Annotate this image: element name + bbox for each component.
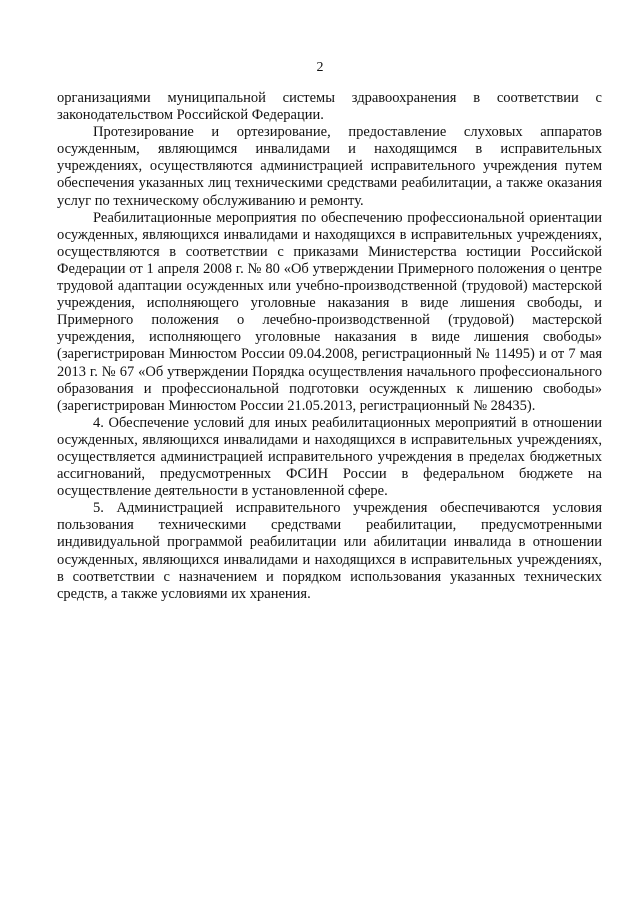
- paragraph-rehabilitation-orientation: Реабилитационные мероприятия по обеспечению профессиональной ориентации осужденных, являющихся инвалидами и находящихся в исправительных учреждениях, осуществляются в соответствии с приказами Министерства юстиции Российской Федерации от 1 апреля 2008 г. № 80 «Об утверждении Примерного положения о центре трудовой адаптации осужденных или учебно-производственной (трудовой) мастерской учреждения, исполняющего уголовные наказания в виде лишения свободы, и Примерного положения о лечебно-производственной (трудовой) мастерской учреждения, исполняющего уголовные наказания в виде лишения свободы» (зарегистрирован Минюстом России 09.04.2008, регистрационный № 11495) и от 7 мая 2013 г. № 67 «Об утверждении Порядка осуществления начального профессионального образования и профессиональной подготовки осужденных к лишению свободы» (зарегистрирован Минюстом России 21.05.2013, регистрационный № 28435).: [57, 209, 602, 414]
- paragraph-item-4: 4. Обеспечение условий для иных реабилитационных мероприятий в отношении осужденных, являющихся инвалидами и находящихся в исправительных учреждениях, осуществляется администрацией исправительного учреждения в пределах бюджетных ассигнований, предусмотренных ФСИН России в федеральном бюджете на осуществление деятельности в установленной сфере.: [57, 414, 602, 500]
- paragraph-prosthetics: Протезирование и ортезирование, предоставление слуховых аппаратов осужденным, являющимся инвалидами и находящимся в исправительных учреждениях, осуществляются администрацией исправительного учреждения путем обеспечения указанных лиц техническими средствами реабилитации, а также оказания услуг по техническому обслуживанию и ремонту.: [57, 124, 602, 209]
- paragraph-continuation: организациями муниципальной системы здравоохранения в соответствии с законодательством Российской Федерации.: [57, 90, 602, 124]
- page-number: 2: [316, 60, 324, 75]
- paragraph-item-5: 5. Администрацией исправительного учреждения обеспечиваются условия пользования техническими средствами реабилитации, предусмотренными индивидуальной программой реабилитации или абилитации инвалида в отношении осужденных, являющихся инвалидами и находящихся в исправительных учреждениях, в соответствии с назначением и порядком использования указанных технических средств, а также условиями их хранения.: [57, 500, 602, 602]
- document-body: [57, 90, 602, 603]
